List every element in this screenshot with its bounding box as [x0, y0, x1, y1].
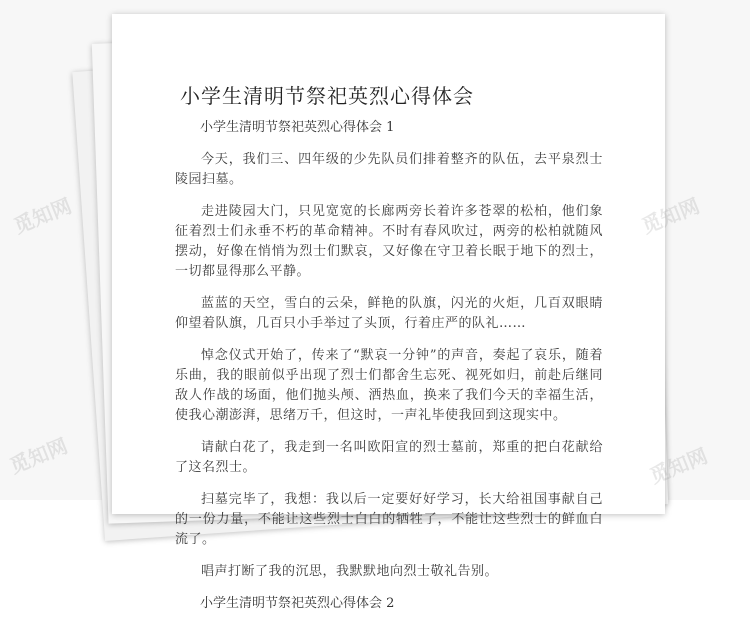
document-body [175, 118, 603, 626]
watermark: 觅知网 [10, 193, 75, 239]
watermark: 觅知网 [6, 433, 71, 479]
paragraph: 蓝蓝的天空，雪白的云朵，鲜艳的队旗，闪光的火炬，几百双眼睛仰望着队旗，几百只小手举过了头顶，行着庄严的队礼…… [175, 296, 603, 331]
paragraph: 唱声打断了我的沉思，我默默地向烈士敬礼告别。 [201, 564, 499, 579]
next-section-title: 小学生清明节祭祀英烈心得体会 2 [200, 596, 395, 611]
paragraph: 悼念仪式开始了，传来了“默哀一分钟”的声音，奏起了哀乐，随着乐曲，我的眼前似乎出现了烈士们都舍生忘死、视死如归，前赴后继同敌人作战的场面，他们抛头颅、洒热血，换来了我们今天的幸福生活，使我心潮澎湃，思绪万千，但这时，一声礼毕使我回到这现实中。 [175, 348, 603, 423]
document-title: 小学生清明节祭祀英烈心得体会 [180, 84, 474, 108]
watermark: 觅知网 [646, 443, 711, 489]
paragraph: 走进陵园大门，只见宽宽的长廊两旁长着许多苍翠的松柏，他们象征着烈士们永垂不朽的革命精神。不时有春风吹过，两旁的松柏就随风摆动，好像在悄悄为烈士们默哀，又好像在守卫着长眠于地下的烈士，一切都显得那么平静。 [175, 204, 603, 279]
paragraph: 请献白花了，我走到一名叫欧阳宣的烈士墓前，郑重的把白花献给了这名烈士。 [175, 440, 603, 475]
watermark: 觅知网 [638, 193, 703, 239]
section-title: 小学生清明节祭祀英烈心得体会 1 [200, 120, 395, 135]
paragraph: 扫墓完毕了，我想：我以后一定要好好学习，长大给祖国事献自己的一份力量，不能让这些烈士白白的牺牲了，不能让这些烈士的鲜血白流了。 [175, 492, 603, 547]
paragraph: 今天，我们三、四年级的少先队员们排着整齐的队伍，去平泉烈士陵园扫墓。 [175, 152, 603, 187]
